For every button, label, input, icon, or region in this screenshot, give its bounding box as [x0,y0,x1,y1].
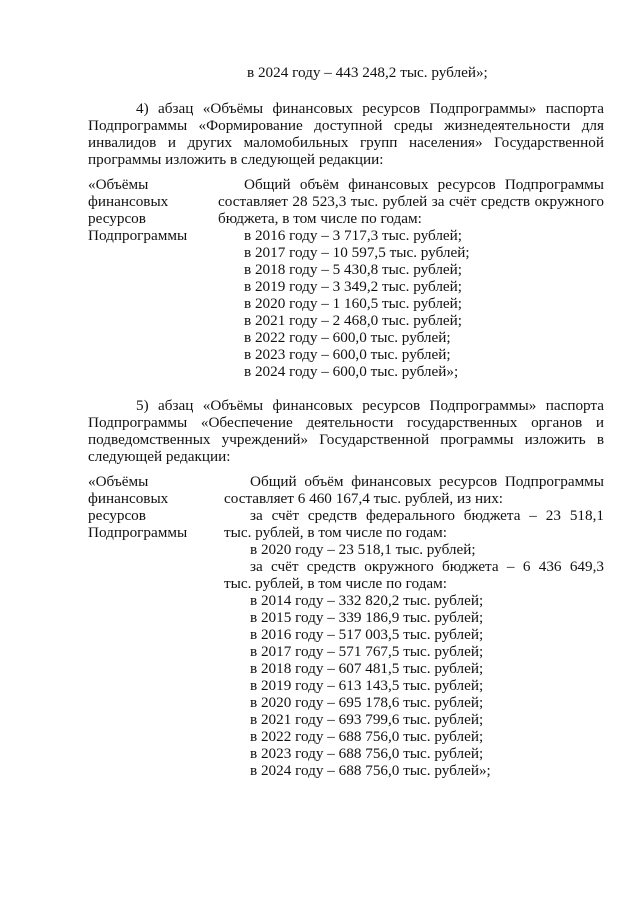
para4-line: программы изложить в следующей редакции: [88,151,384,168]
year-line: в 2018 году – 5 430,8 тыс. рублей; [244,261,462,278]
content-line: за счёт средств федерального бюджета – 23 518,1 [250,507,604,524]
content-line: в 2020 году – 23 518,1 тыс. рублей; [250,541,476,558]
para4-line: 4) абзац «Объёмы финансовых ресурсов Подпрограммы» паспорта [136,100,604,117]
year-line: в 2016 году – 3 717,3 тыс. рублей; [244,227,462,244]
label-line: ресурсов [88,210,146,227]
label-line: Подпрограммы [88,227,188,244]
label-line: «Объёмы [88,473,149,490]
para5-line: 5) абзац «Объёмы финансовых ресурсов Подпрограммы» паспорта [136,397,604,414]
year-line: в 2024 году – 688 756,0 тыс. рублей»; [250,762,491,779]
year-line: в 2020 году – 1 160,5 тыс. рублей; [244,295,462,312]
label-line: финансовых [88,193,169,210]
year-line: в 2022 году – 688 756,0 тыс. рублей; [250,728,484,745]
content-line: тыс. рублей, в том числе по годам: [224,524,447,541]
label-line: ресурсов [88,507,146,524]
content-line: за счёт средств окружного бюджета – 6 436 649,3 [250,558,604,575]
content-line: составляет 6 460 167,4 тыс. рублей, из них: [224,490,504,507]
year-line: в 2018 году – 607 481,5 тыс. рублей; [250,660,484,677]
year-line: в 2020 году – 695 178,6 тыс. рублей; [250,694,484,711]
content-line: тыс. рублей, в том числе по годам: [224,575,447,592]
label-line: Подпрограммы [88,524,188,541]
year-line: в 2019 году – 613 143,5 тыс. рублей; [250,677,484,694]
para4-line: инвалидов и других маломобильных групп населения» Государственной [88,134,604,151]
year-line: в 2017 году – 571 767,5 тыс. рублей; [250,643,484,660]
year-line: в 2017 году – 10 597,5 тыс. рублей; [244,244,470,261]
para4-line: Подпрограммы «Формирование доступной среды жизнедеятельности для [88,117,604,134]
label-line: «Объёмы [88,176,149,193]
year-line: в 2021 году – 693 799,6 тыс. рублей; [250,711,484,728]
year-line: в 2014 году – 332 820,2 тыс. рублей; [250,592,484,609]
para5-line: подведомственных учреждений» Государственной программы изложить в [88,431,604,448]
year-line: в 2016 году – 517 003,5 тыс. рублей; [250,626,484,643]
content-line: Общий объём финансовых ресурсов Подпрограммы [244,176,604,193]
year-line: в 2019 году – 3 349,2 тыс. рублей; [244,278,462,295]
year-line: в 2023 году – 688 756,0 тыс. рублей; [250,745,484,762]
year-line: в 2021 году – 2 468,0 тыс. рублей; [244,312,462,329]
para5-line: Подпрограммы «Обеспечение деятельности государственных органов и [88,414,604,431]
content-line: составляет 28 523,3 тыс. рублей за счёт средств окружного [218,193,604,210]
year-line: в 2023 году – 600,0 тыс. рублей; [244,346,451,363]
top-line: в 2024 году – 443 248,2 тыс. рублей»; [247,64,488,81]
content-line: бюджета, в том числе по годам: [218,210,422,227]
label-line: финансовых [88,490,169,507]
year-line: в 2024 году – 600,0 тыс. рублей»; [244,363,459,380]
content-line: Общий объём финансовых ресурсов Подпрограммы [250,473,604,490]
para5-line: следующей редакции: [88,448,231,465]
year-line: в 2015 году – 339 186,9 тыс. рублей; [250,609,484,626]
year-line: в 2022 году – 600,0 тыс. рублей; [244,329,451,346]
